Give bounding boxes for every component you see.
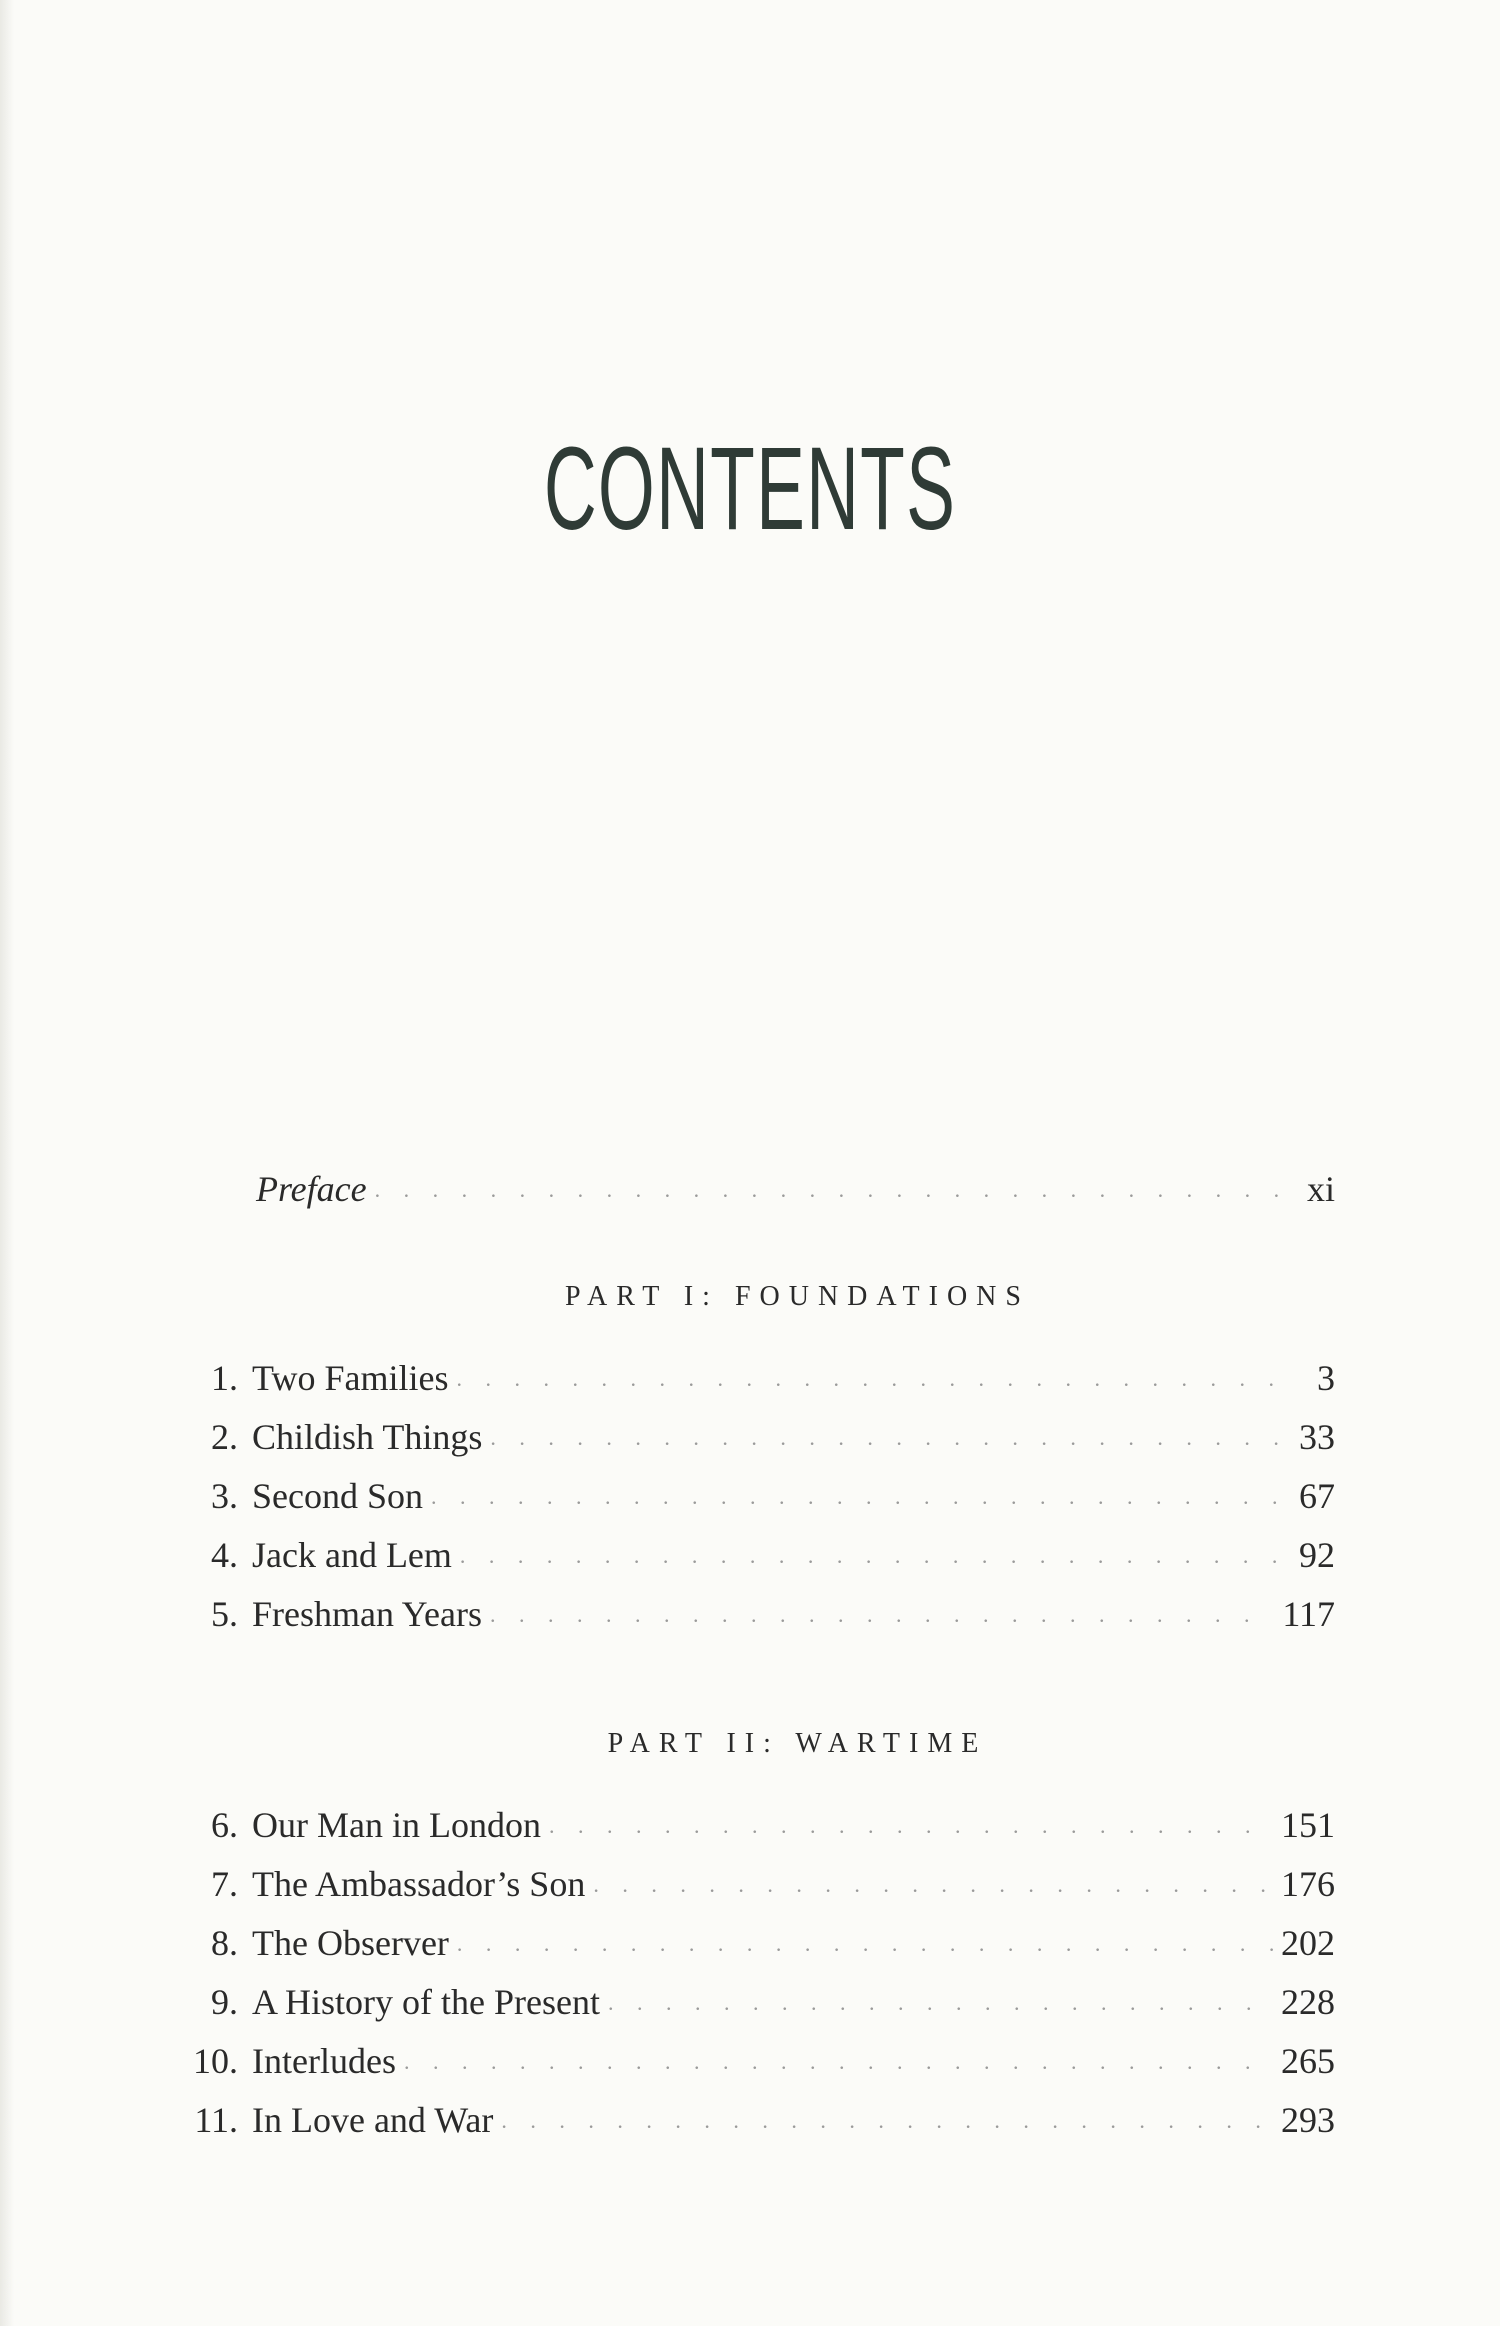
toc-entry-chapter[interactable] [170, 1855, 1335, 1914]
chapter-page: 202 [1281, 1923, 1335, 1963]
chapter-title: In Love and War [252, 2100, 494, 2140]
chapter-title: Our Man in London [252, 1805, 541, 1845]
chapter-number: 8. [211, 1923, 238, 1963]
toc-entry-chapter[interactable] [170, 1408, 1335, 1467]
toc-entry-label: Preface [256, 1169, 367, 1209]
dot-leader [501, 2091, 1273, 2150]
toc-entry-chapter[interactable] [170, 1467, 1335, 1526]
chapter-number: 2. [211, 1417, 238, 1457]
toc-entry-chapter[interactable] [170, 1796, 1335, 1855]
chapter-title: A History of the Present [252, 1982, 600, 2022]
table-of-contents [170, 1160, 1335, 2150]
toc-entry-preface[interactable] [256, 1160, 1335, 1219]
chapter-page: 228 [1281, 1982, 1335, 2022]
chapter-page: 92 [1299, 1535, 1335, 1575]
dot-leader [460, 1526, 1287, 1585]
chapter-number: 6. [211, 1805, 238, 1845]
toc-entry-chapter[interactable] [170, 1585, 1335, 1644]
chapter-title: The Observer [252, 1923, 449, 1963]
dot-leader [404, 2032, 1273, 2091]
chapter-number: 5. [211, 1594, 238, 1634]
toc-entry-chapter[interactable] [170, 1526, 1335, 1585]
chapter-title: Childish Things [252, 1417, 483, 1457]
dot-leader [549, 1796, 1273, 1855]
page-title: CONTENTS [543, 423, 957, 555]
dot-leader [490, 1408, 1287, 1467]
chapter-number: 1. [211, 1358, 238, 1398]
chapter-title: Two Families [252, 1358, 449, 1398]
chapter-page: 293 [1281, 2100, 1335, 2140]
chapter-page: 67 [1299, 1476, 1335, 1516]
part-heading: PART II: WARTIME [607, 1728, 988, 1759]
dot-leader [456, 1349, 1287, 1408]
toc-entry-chapter[interactable] [170, 1349, 1335, 1408]
chapter-page: 176 [1281, 1864, 1335, 1904]
page-edge-shadow [0, 0, 14, 2326]
chapter-number: 4. [211, 1535, 238, 1575]
toc-entry-chapter[interactable] [170, 1914, 1335, 1973]
toc-entry-page: xi [1306, 1169, 1335, 1209]
chapter-title: Jack and Lem [252, 1535, 452, 1575]
chapter-page: 33 [1299, 1417, 1335, 1457]
part-heading: PART I: FOUNDATIONS [565, 1281, 1030, 1312]
dot-leader [593, 1855, 1273, 1914]
dot-leader [608, 1973, 1273, 2032]
chapter-page: 151 [1281, 1805, 1335, 1845]
chapter-number: 3. [211, 1476, 238, 1516]
chapter-title: Second Son [252, 1476, 423, 1516]
chapter-title: Interludes [252, 2041, 396, 2081]
chapter-number: 10. [193, 2041, 238, 2081]
dot-leader [431, 1467, 1287, 1526]
toc-entry-chapter[interactable] [170, 2032, 1335, 2091]
chapter-number: 9. [211, 1982, 238, 2022]
chapter-title: Freshman Years [252, 1594, 482, 1634]
chapter-title: The Ambassador’s Son [252, 1864, 586, 1904]
chapter-page: 117 [1282, 1594, 1335, 1634]
chapter-page: 265 [1281, 2041, 1335, 2081]
chapter-number: 7. [211, 1864, 238, 1904]
dot-leader [375, 1160, 1287, 1219]
dot-leader [457, 1914, 1273, 1973]
chapter-page: 3 [1317, 1358, 1335, 1398]
toc-entry-chapter[interactable] [170, 1973, 1335, 2032]
chapter-number: 11. [194, 2100, 238, 2140]
toc-entry-chapter[interactable] [170, 2091, 1335, 2150]
dot-leader [490, 1585, 1274, 1644]
